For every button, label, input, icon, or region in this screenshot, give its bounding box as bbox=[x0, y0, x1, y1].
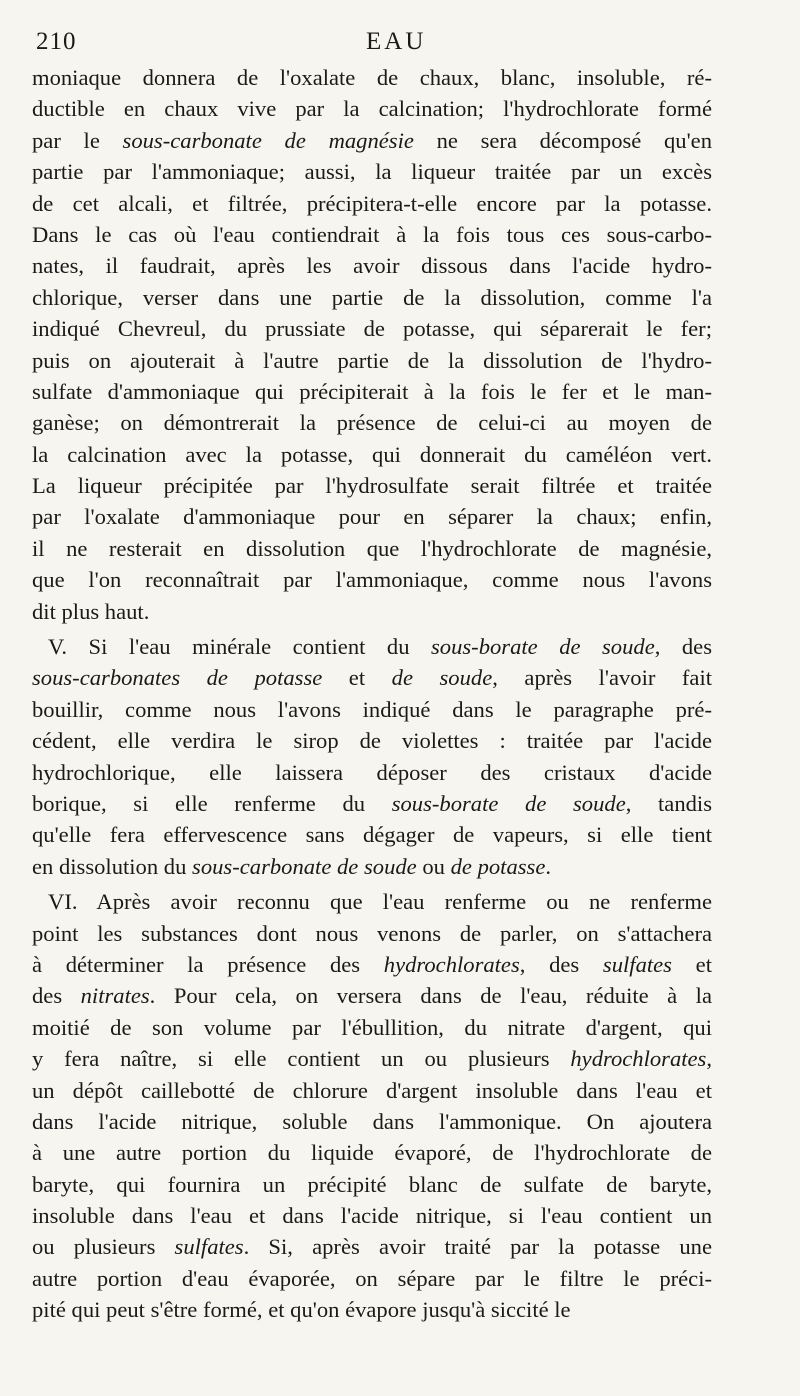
text-line: V. Si l'eau minérale contient du sous-borate de soude, des bbox=[48, 634, 712, 660]
text-line: moitié de son volume par l'ébullition, du nitrate d'argent, qui bbox=[32, 1014, 712, 1040]
text-line: ganèse; on démontrerait la présence de celui-ci au moyen de bbox=[32, 410, 712, 436]
paragraph-section-vi bbox=[32, 886, 712, 1325]
text-line: ou plusieurs sulfates. Si, après avoir traité par la potasse une bbox=[32, 1234, 712, 1260]
text-line: nates, il faudrait, après les avoir dissous dans l'acide hydro- bbox=[32, 253, 712, 279]
text-line: qu'elle fera effervescence sans dégager de vapeurs, si elle tient bbox=[32, 822, 712, 848]
text-line: que l'on reconnaîtrait par l'ammoniaque, comme nous l'avons bbox=[32, 567, 712, 593]
italic-term: sulfates bbox=[602, 951, 672, 977]
text-line: hydrochlorique, elle laissera déposer des cristaux d'acide bbox=[32, 759, 712, 785]
text-line: La liqueur précipitée par l'hydrosulfate serait filtrée et traitée bbox=[32, 473, 712, 499]
text-line: cédent, elle verdira le sirop de violettes : traitée par l'acide bbox=[32, 728, 712, 754]
text-line: la calcination avec la potasse, qui donnerait du caméléon vert. bbox=[32, 441, 712, 467]
text-line: en dissolution du sous-carbonate de soude ou de potasse. bbox=[32, 853, 552, 879]
running-title: EAU bbox=[366, 28, 427, 55]
italic-term: sous-borate de soude bbox=[391, 790, 626, 816]
text-line: sulfate d'ammoniaque qui précipiterait à la fois le fer et le man- bbox=[32, 378, 712, 404]
italic-term: de potasse bbox=[450, 853, 546, 879]
text-line: chlorique, verser dans une partie de la dissolution, comme l'a bbox=[32, 284, 712, 310]
paragraph-continued bbox=[32, 62, 712, 627]
text-line: à déterminer la présence des hydrochlorates, des sulfates et bbox=[32, 951, 712, 977]
italic-term: sous-carbonate de magnésie bbox=[122, 127, 414, 153]
text-line: des nitrates. Pour cela, on versera dans de l'eau, réduite à la bbox=[32, 983, 712, 1009]
text-line: par le sous-carbonate de magnésie ne sera décomposé qu'en bbox=[32, 127, 712, 153]
text-line: baryte, qui fournira un précipité blanc de sulfate de baryte, bbox=[32, 1171, 712, 1197]
text-line: dit plus haut. bbox=[32, 598, 150, 624]
text-line: sous-carbonates de potasse et de soude, après l'avoir fait bbox=[32, 665, 713, 691]
body-text bbox=[32, 62, 712, 1326]
text-line: VI. Après avoir reconnu que l'eau renferme ou ne renferme bbox=[48, 889, 712, 915]
running-head bbox=[30, 28, 760, 60]
italic-term: sous-borate de soude bbox=[431, 634, 655, 660]
italic-term: sous-carbonate de soude bbox=[192, 853, 417, 879]
text-line: point les substances dont nous venons de parler, on s'attachera bbox=[32, 920, 712, 946]
italic-term: sous-carbonates de potasse bbox=[32, 665, 323, 691]
text-line: un dépôt caillebotté de chlorure d'argent insoluble dans l'eau et bbox=[32, 1077, 712, 1103]
italic-term: de soude bbox=[391, 665, 493, 691]
text-line: partie par l'ammoniaque; aussi, la liqueur traitée par un excès bbox=[32, 159, 712, 185]
italic-term: nitrates bbox=[80, 983, 150, 1009]
text-line: dans l'acide nitrique, soluble dans l'ammonique. On ajoutera bbox=[32, 1108, 712, 1134]
text-line: par l'oxalate d'ammoniaque pour en séparer la chaux; enfin, bbox=[32, 504, 712, 530]
italic-term: hydrochlorates bbox=[383, 951, 520, 977]
text-line: pité qui peut s'être formé, et qu'on évapore jusqu'à siccité le bbox=[32, 1297, 571, 1323]
italic-term: sulfates bbox=[174, 1234, 244, 1260]
italic-term: hydrochlorates bbox=[570, 1046, 707, 1072]
text-line: à une autre portion du liquide évaporé, de l'hydrochlorate de bbox=[32, 1140, 712, 1166]
text-line: borique, si elle renferme du sous-borate de soude, tandis bbox=[32, 790, 712, 816]
page-number: 210 bbox=[36, 28, 77, 55]
text-line: ductible en chaux vive par la calcination; l'hydrochlorate formé bbox=[32, 96, 712, 122]
text-line: moniaque donnera de l'oxalate de chaux, blanc, insoluble, ré- bbox=[32, 65, 712, 90]
text-line: indiqué Chevreul, du prussiate de potasse, qui séparerait le fer; bbox=[32, 316, 712, 342]
text-line: puis on ajouterait à l'autre partie de la dissolution de l'hydro- bbox=[32, 347, 712, 373]
text-line: il ne resterait en dissolution que l'hydrochlorate de magnésie, bbox=[32, 535, 712, 561]
text-line: insoluble dans l'eau et dans l'acide nitrique, si l'eau contient un bbox=[32, 1203, 712, 1229]
text-line: bouillir, comme nous l'avons indiqué dans le paragraphe pré- bbox=[32, 696, 712, 722]
text-line: de cet alcali, et filtrée, précipitera-t-elle encore par la potasse. bbox=[32, 190, 712, 216]
text-line: Dans le cas où l'eau contiendrait à la fois tous ces sous-carbo- bbox=[32, 221, 712, 247]
text-line: autre portion d'eau évaporée, on sépare par le filtre le préci- bbox=[32, 1265, 712, 1291]
text-line: y fera naître, si elle contient un ou plusieurs hydrochlorates, bbox=[32, 1046, 712, 1072]
paragraph-section-v bbox=[32, 631, 712, 882]
